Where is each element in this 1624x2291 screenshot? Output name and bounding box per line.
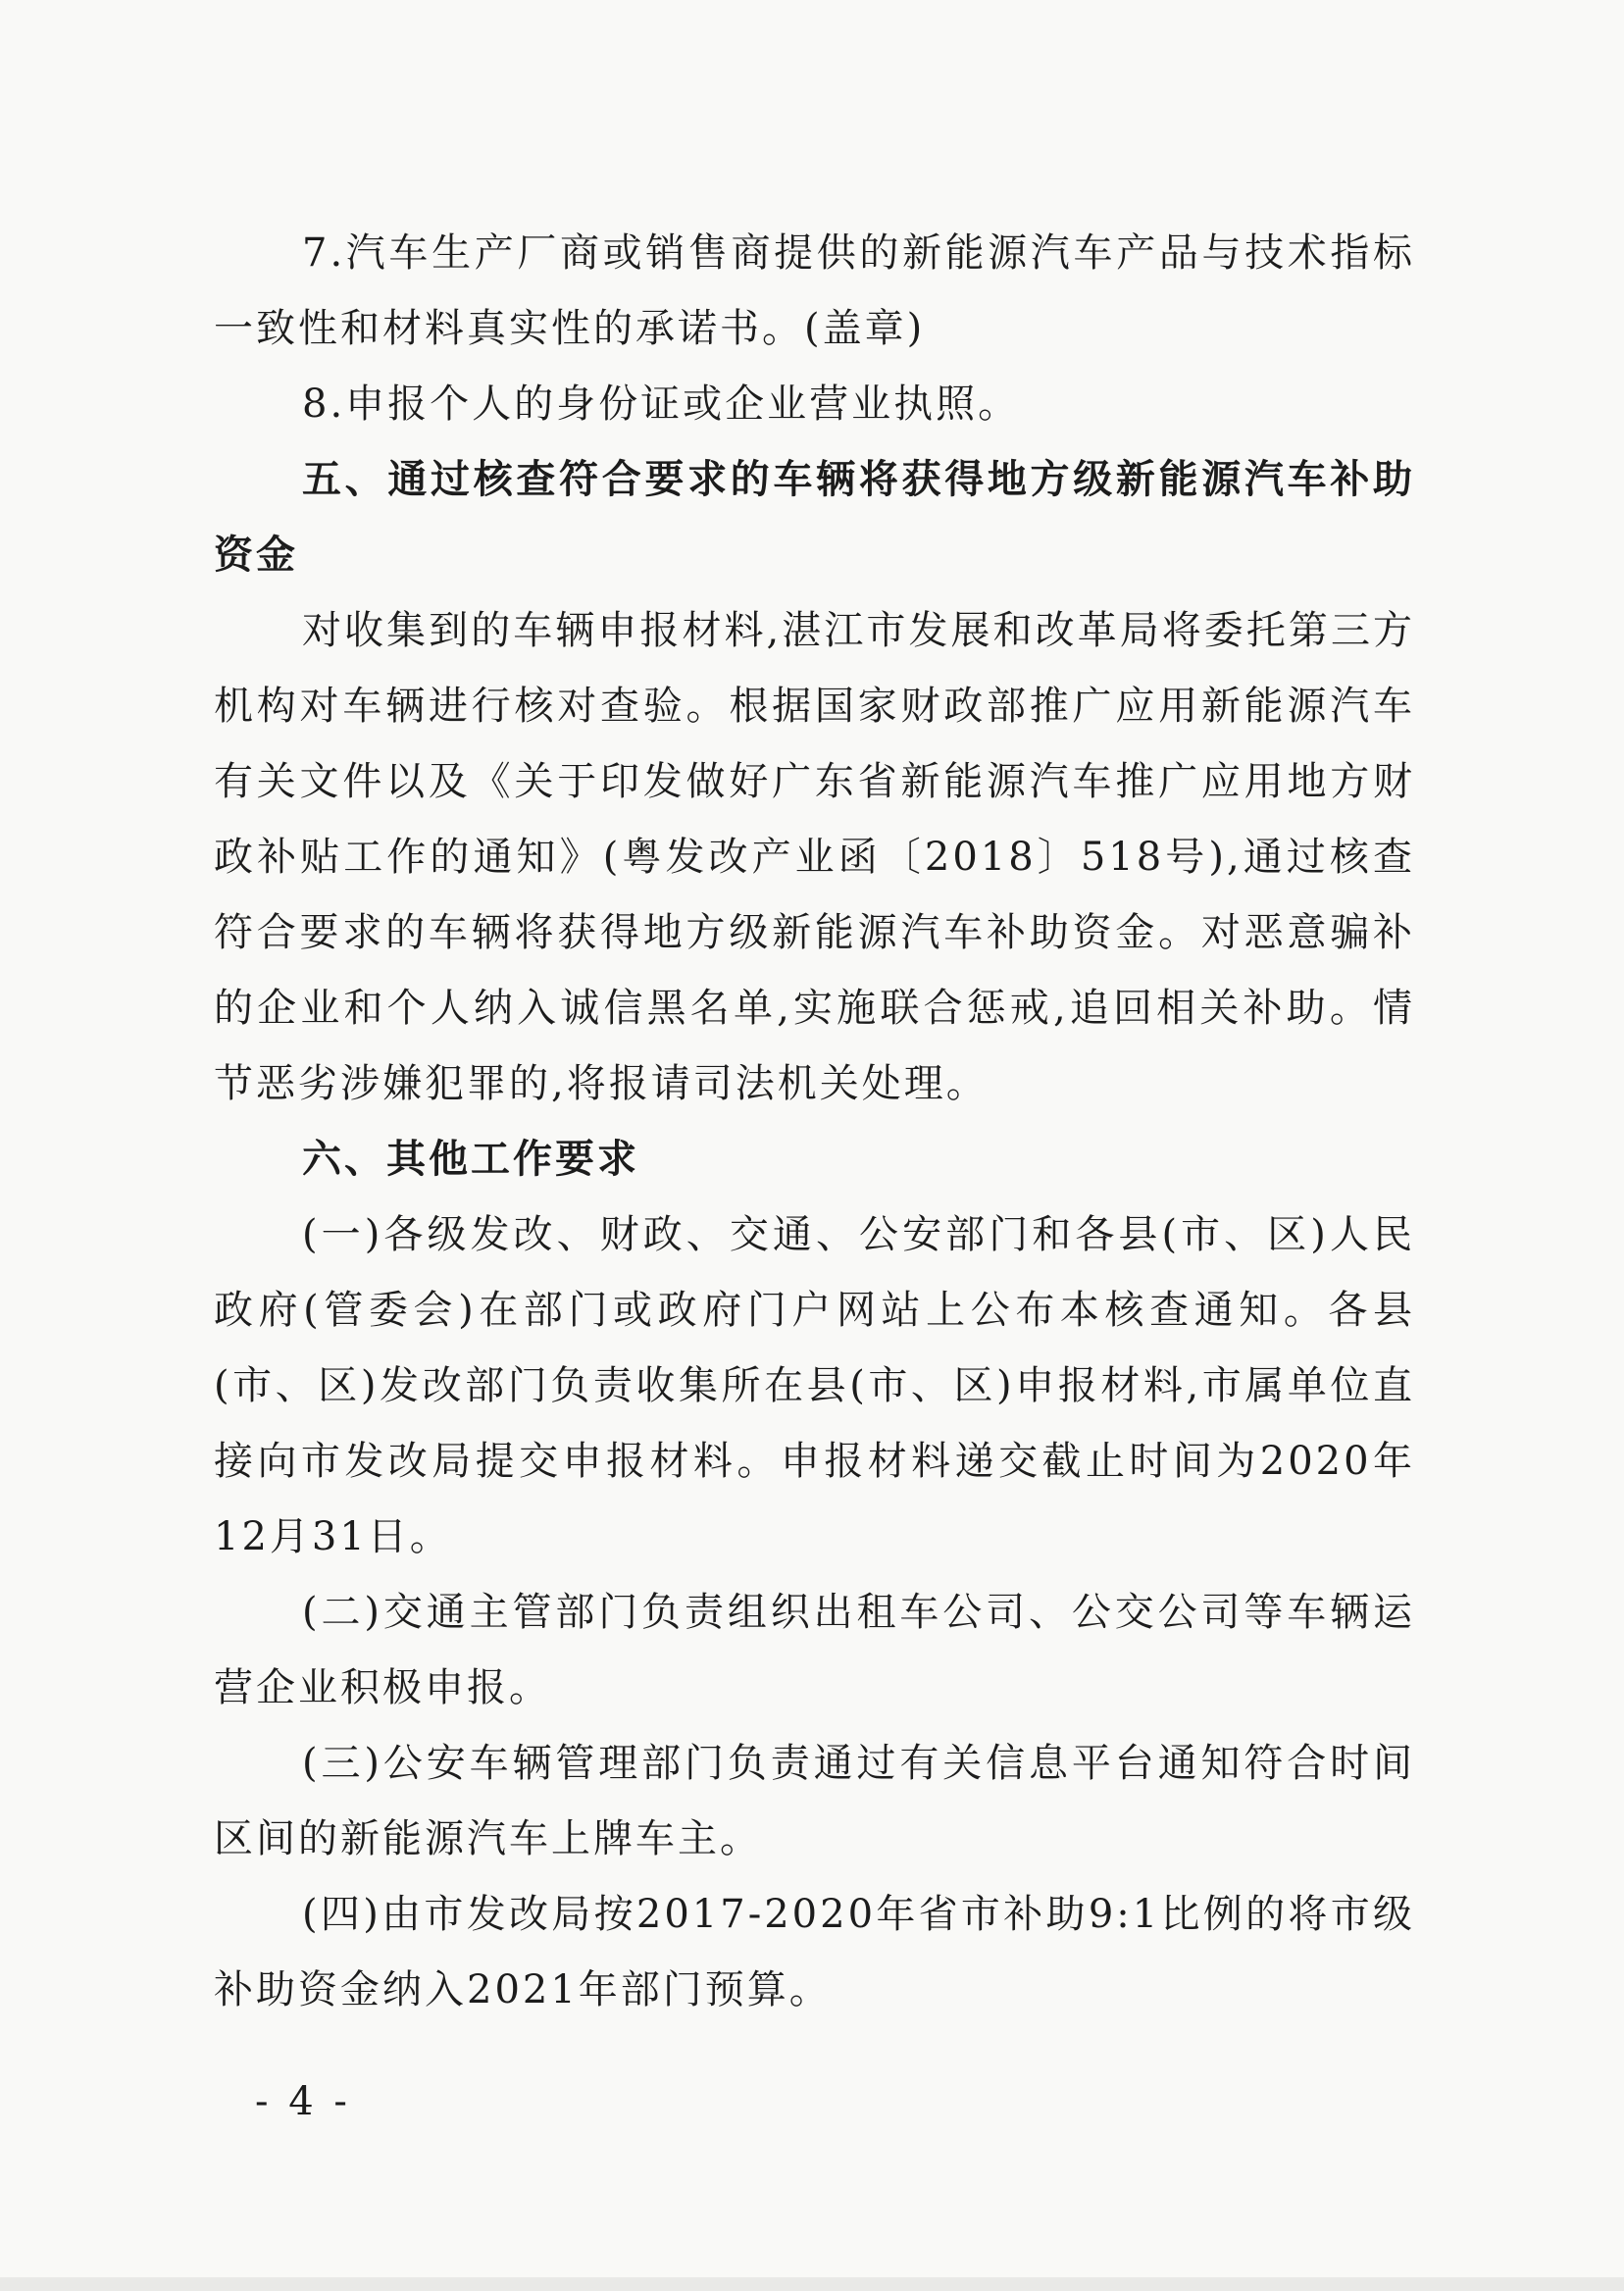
paragraph-requirement-4: (四)由市发改局按2017-2020年省市补助9:1比例的将市级补助资金纳入2021年部门预算。	[214, 1892, 1415, 2012]
paragraph-requirement-1: (一)各级发改、财政、交通、公安部门和各县(市、区)人民政府(管委会)在部门或政府门户网站上公布本核查通知。各县(市、区)发改部门负责收集所在县(市、区)申报材料,市属单位直接向市发改局提交申报材料。申报材料递交截止时间为2020年12月31日。	[214, 1212, 1415, 1559]
paragraph-section-5-body: 对收集到的车辆申报材料,湛江市发展和改革局将委托第三方机构对车辆进行核对查验。根据国家财政部推广应用新能源汽车有关文件以及《关于印发做好广东省新能源汽车推广应用地方财政补贴工作的通知》(粤发改产业函〔2018〕518号),通过核查符合要求的车辆将获得地方级新能源汽车补助资金。对恶意骗补的企业和个人纳入诚信黑名单,实施联合惩戒,追回相关补助。情节恶劣涉嫌犯罪的,将报请司法机关处理。	[214, 608, 1415, 1106]
paragraph-item-8: 8.申报个人的身份证或企业营业执照。	[302, 382, 1021, 427]
document-body	[214, 216, 1415, 2028]
page-bottom-edge	[0, 2277, 1624, 2291]
paragraph-requirement-2: (二)交通主管部门负责组织出租车公司、公交公司等车辆运营企业积极申报。	[214, 1590, 1415, 1710]
section-heading-5: 五、通过核查符合要求的车辆将获得地方级新能源汽车补助资金	[214, 457, 1415, 578]
paragraph-requirement-3: (三)公安车辆管理部门负责通过有关信息平台通知符合时间区间的新能源汽车上牌车主。	[214, 1741, 1415, 1861]
page-number: - 4 -	[255, 2079, 351, 2124]
section-heading-6: 六、其他工作要求	[302, 1137, 639, 1182]
paragraph-item-7: 7.汽车生产厂商或销售商提供的新能源汽车产品与技术指标一致性和材料真实性的承诺书。(盖章)	[214, 230, 1415, 351]
